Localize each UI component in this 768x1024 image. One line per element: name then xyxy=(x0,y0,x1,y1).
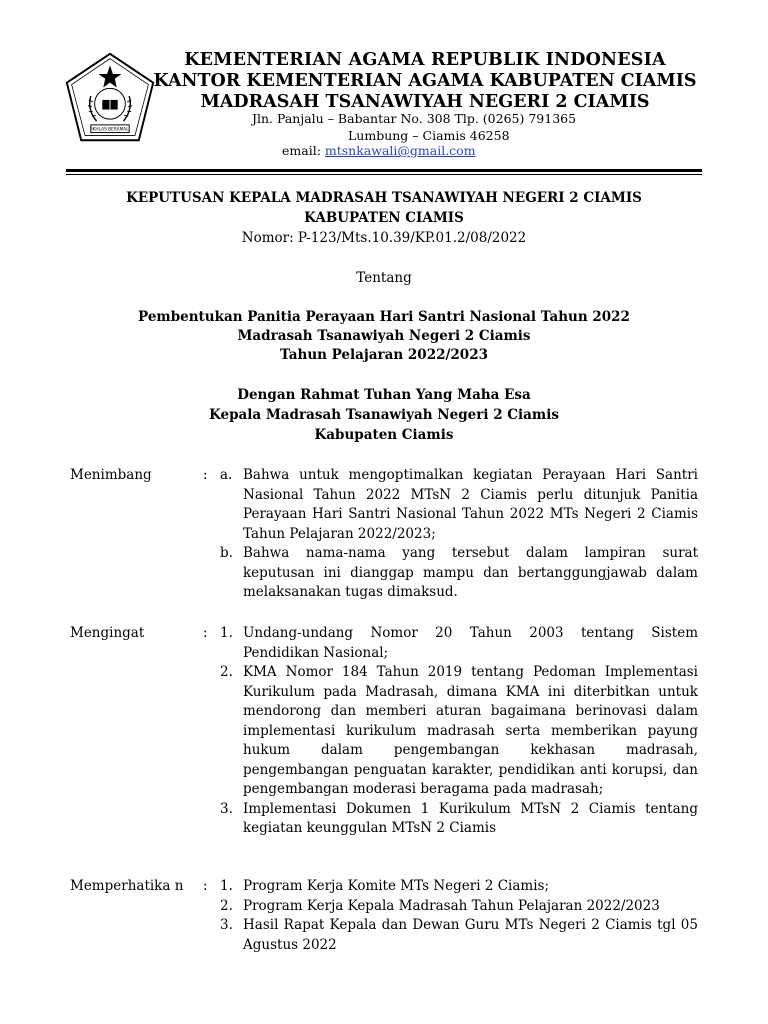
item-marker: 1. xyxy=(220,625,233,641)
address-street: Jln. Panjalu – Babantar No. 308 Tlp. (0265) 791365 xyxy=(252,111,577,126)
item-text: Bahwa nama-nama yang tersebut dalam lampiran surat keputusan ini dianggap mampu dan bertanggungjawab dalam melaksanakan tugas dimaksud. xyxy=(243,545,698,600)
decree-subject: Pembentukan Panitia Perayaan Hari Santri Nasional Tahun 2022 xyxy=(138,309,630,325)
section-colon: : xyxy=(203,625,208,641)
opening-regency: Kabupaten Ciamis xyxy=(314,427,454,443)
list-item xyxy=(220,544,698,603)
list-item xyxy=(220,663,698,800)
item-text: Undang-undang Nomor 20 Tahun 2003 tentang Sistem Pendidikan Nasional; xyxy=(243,625,698,661)
section-items xyxy=(220,466,698,603)
address-city: Lumbung – Ciamis 46258 xyxy=(348,128,510,143)
item-text: Bahwa untuk mengoptimalkan kegiatan Perayaan Hari Santri Nasional Tahun 2022 MTsN 2 Ciamis perlu ditunjuk Panitia Perayaan Hari Santri Nasional Tahun 2022 MTs Negeri 2 Ciamis Tahun Pelajaran 2022/2023; xyxy=(243,467,698,542)
decree-number: Nomor: P-123/Mts.10.39/KP.01.2/08/2022 xyxy=(241,230,527,246)
section-label: Menimbang xyxy=(70,467,152,483)
list-item xyxy=(220,800,698,839)
list-item xyxy=(220,466,698,544)
item-marker: 3. xyxy=(220,917,233,933)
decree-subject-school: Madrasah Tsanawiyah Negeri 2 Ciamis xyxy=(237,328,531,344)
section-label: Memperhatika n xyxy=(70,878,184,894)
item-marker: b. xyxy=(220,545,233,561)
section-label: Mengingat xyxy=(70,625,145,641)
email-line xyxy=(282,143,476,158)
list-item xyxy=(220,897,698,917)
letterhead-divider-thick xyxy=(66,169,702,172)
item-marker: 2. xyxy=(220,897,233,914)
item-text: Hasil Rapat Kepala dan Dewan Guru MTs Negeri 2 Ciamis tgl 05 Agustus 2022 xyxy=(243,917,698,953)
letterhead-school: MADRASAH TSANAWIYAH NEGERI 2 CIAMIS xyxy=(200,92,650,112)
list-item xyxy=(220,624,698,663)
opening-head: Kepala Madrasah Tsanawiyah Negeri 2 Ciamis xyxy=(209,407,559,423)
opening-phrase: Dengan Rahmat Tuhan Yang Maha Esa xyxy=(237,387,531,403)
decree-about: Tentang xyxy=(356,270,412,286)
section-colon: : xyxy=(203,878,208,894)
item-marker: a. xyxy=(220,467,233,483)
letterhead-office: KANTOR KEMENTERIAN AGAMA KABUPATEN CIAMIS xyxy=(153,71,697,91)
item-text: Implementasi Dokumen 1 Kurikulum MTsN 2 Ciamis tentang kegiatan keunggulan MTsN 2 Ciamis xyxy=(243,800,698,836)
item-text: Program Kerja Komite MTs Negeri 2 Ciamis; xyxy=(243,878,549,894)
decree-title: KEPUTUSAN KEPALA MADRASAH TSANAWIYAH NEGERI 2 CIAMIS xyxy=(126,190,642,206)
item-marker: 2. xyxy=(220,664,233,680)
letterhead-divider-thin xyxy=(66,174,702,175)
section-colon: : xyxy=(203,467,208,483)
section-items xyxy=(220,624,698,839)
letterhead-ministry: KEMENTERIAN AGAMA REPUBLIK INDONESIA xyxy=(184,50,666,70)
item-text: KMA Nomor 184 Tahun 2019 tentang Pedoman Implementasi Kurikulum pada Madrasah, dimana KMA ini diterbitkan untuk mendorong dan memberi aturan bagaimana berinovasi dalam implementasi kurikulum madrasah serta memberikan payung hukum dalam pengembangan kekhasan madrasah, pengembangan penguatan karakter, pendidikan anti korupsi, dan pengembangan moderasi beragama pada madrasah; xyxy=(243,664,698,797)
item-marker: 1. xyxy=(220,878,233,894)
item-text: Program Kerja Kepala Madrasah Tahun Pelajaran 2022/2023 xyxy=(243,897,660,914)
email-link[interactable]: mtsnkawali@gmail.com xyxy=(324,143,476,158)
email-label: email: xyxy=(282,143,325,158)
list-item xyxy=(220,916,698,955)
decree-subject-year: Tahun Pelajaran 2022/2023 xyxy=(280,347,488,363)
item-marker: 3. xyxy=(220,800,233,817)
logo-caption: IKHLAS BERAMAL xyxy=(91,127,129,133)
decree-title-regency: KABUPATEN CIAMIS xyxy=(304,210,464,226)
section-items xyxy=(220,877,698,955)
list-item xyxy=(220,877,698,897)
